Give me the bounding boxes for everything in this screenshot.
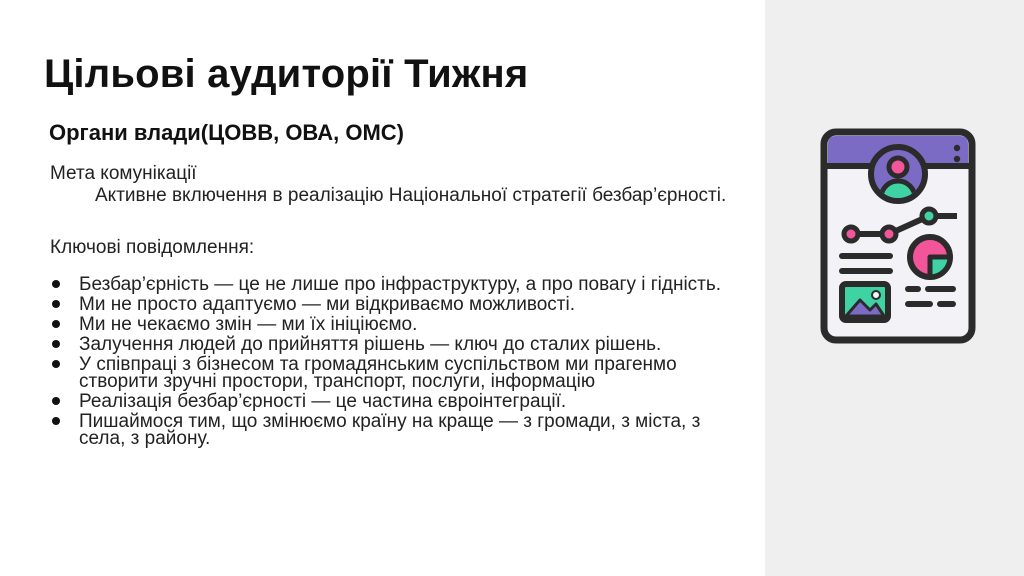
- list-item: [50, 336, 750, 353]
- message-text: Безбар’єрність — це не лише про інфраструктуру, а про повагу і гідність.: [79, 274, 722, 295]
- message-text: У співпраці з бізнесом та громадянським суспільством ми прагенмо створити зручні простори, транспорт, послуги, інформацію: [79, 354, 677, 392]
- profile-analytics-icon: [820, 128, 976, 344]
- bullet-icon: [52, 417, 60, 425]
- bullet-icon: [52, 360, 60, 368]
- audience-subtitle: Органи влади(ЦОВВ, ОВА, ОМС): [49, 120, 404, 145]
- message-text: Ми не просто адаптуємо — ми відкриваємо можливості.: [79, 294, 575, 315]
- slide-title: Цільові аудиторії Тижня: [44, 52, 529, 96]
- bullet-icon: [52, 340, 60, 348]
- list-item: [50, 296, 750, 313]
- goal-text: Активне включення в реалізацію Національної стратегії безбар’єрності.: [95, 185, 727, 206]
- list-item: [50, 356, 750, 390]
- bullet-icon: [52, 320, 60, 328]
- bullet-icon: [52, 280, 60, 288]
- bullet-icon: [52, 397, 60, 405]
- message-text: Пишаймося тим, що змінюємо країну на краще — з громади, з міста, з села, з району.: [79, 411, 701, 449]
- key-messages-list: [50, 276, 750, 450]
- message-text: Реалізація безбар’єрності — це частина євроінтеграції.: [79, 391, 567, 412]
- list-item: [50, 413, 750, 447]
- key-messages-heading: Ключові повідомлення:: [50, 237, 255, 258]
- list-item: [50, 393, 750, 410]
- bullet-icon: [52, 300, 60, 308]
- list-item: [50, 276, 750, 293]
- message-text: Залучення людей до прийняття рішень — ключ до сталих рішень.: [79, 334, 662, 355]
- message-text: Ми не чекаємо змін — ми їх ініціюємо.: [79, 314, 418, 335]
- goal-heading: Мета комунікації: [50, 163, 197, 184]
- list-item: [50, 316, 750, 333]
